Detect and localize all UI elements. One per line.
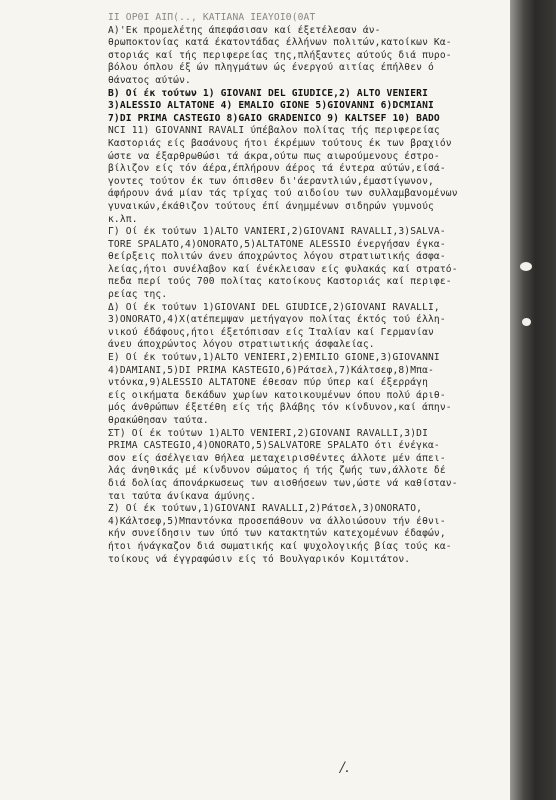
document-line: θάνατος αύτών.: [108, 74, 191, 86]
document-line: Ζ) Οί έκ τούτων,1)GIOVANI RAVALLI,2)Ράτσελ,3)ONORATO,: [108, 503, 423, 515]
document-line: άνευ άποχρώντος λόγου στρατιωτικής άσφαλείας.: [108, 339, 375, 351]
edge-speck: [522, 318, 531, 326]
document-line: γυναικών,έκάθιζον τούτους έπί άνημμένων σιδηρών γυμνούς: [108, 200, 434, 212]
document-line: άφήρουν άνά μίαν τάς τρίχας τού αιδοίου των συλλαμβανομένων: [108, 188, 458, 200]
document-line: κ.λπ.: [108, 213, 138, 225]
document-line: βίλιζον είς τόν άέρα,έπλήρουν άέρος τά έντερα αύτών,είσά-: [108, 163, 446, 175]
document-line: θρακώθησαν ταύτα.: [108, 415, 209, 426]
typewritten-document: [108, 12, 518, 566]
document-line: θείρξεις πολιτών άνευ άποχρώντος λόγου στρατιωτικής άσφα-: [108, 251, 446, 263]
document-line: ρείας της.: [108, 289, 168, 301]
document-line: γοντες τούτον έκ των όπισθεν δι'άεραντλιών,έμαστίγωνον,: [108, 175, 434, 187]
document-line: στοριάς καί τής περιφερείας της,πλήξαντες αύτούς διά πυρο-: [108, 49, 452, 61]
document-line: 4)DAMIANI,5)DI PRIMA KASTEGIO,6)Ράτσελ,7)Κάλτσεφ,8)Μπα-: [108, 364, 434, 376]
document-line: τοίκους νά έγγραφώσιν είς τό Βουλγαρικόν Κομιτάτον.: [108, 553, 411, 565]
document-line: ΙΙ ΟΡΘΙ ΑΙΠ(.., ΚΑΤΙΑΝΑ ΙΕΑΥΟΙΘ(0ΑΤ: [108, 12, 316, 23]
document-line: 7)DI PRIMA CASTEGIO 8)GAIO GRADENICO 9) KALTSEF 10) BADO: [108, 112, 440, 124]
document-line: Α)'Εκ προμελέτης άπεφάσισαν καί έξετέλεσαν άν-: [108, 24, 381, 36]
document-line: είς οικήματα δεκάδων χωρίων κατοικουμένων όπου πολύ άριθ-: [108, 389, 446, 401]
document-line: κήν συνείδησιν των ύπό των κατακτητών κατεχομένων έδαφών,: [108, 528, 446, 540]
document-line: Β) Οί έκ τούτων 1) GIOVANI DEL GIUDICE,2) ALTO VENIERI: [108, 87, 428, 99]
document-line: βόλου όπλου έξ ών πληγμάτων ώς ένεργού αιτίας έπήλθεν ό: [108, 62, 434, 74]
document-line: σον είς άσέλγειαν θήλεα μεταχειρισθέντες άλλοτε μέν άπει-: [108, 452, 446, 464]
document-line: νικού έδάφους,ήτοι έξετόπισαν είς Ίταλίαν καί Γερμανίαν: [108, 326, 434, 338]
edge-speck: [520, 262, 532, 271]
document-line: NCI 11) GIOVANNI RAVALI ύπέβαλον πολίτας τής περιφερείας: [108, 125, 440, 137]
signature-mark: /.: [340, 760, 350, 776]
document-line: ΣΤ) Οί έκ τούτων 1)ALTO VENIERI,2)GIOVANI RAVALLI,3)DI: [108, 427, 428, 439]
document-line: PRIMA CASTEGIO,4)ONORATO,5)SALVATORE SPALATO ότι ένέγκα-: [108, 440, 440, 452]
document-line: ήτοι ήνάγκαζον διά σωματικής καί ψυχολογικής βίας τούς κα-: [108, 540, 452, 552]
document-line: 4)Κάλτσεφ,5)Μπαντόνκα προσεπάθουν να άλλοιώσουν τήν έθνι-: [108, 515, 446, 527]
document-line: μός άνθρώπων έξετέθη είς τής βλάβης τόν κίνδυνον,καί άπην-: [108, 402, 452, 414]
document-line: TORE SPALATO,4)ONORATO,5)ALTATONE ALESSIO ένεργήσαν έγκα-: [108, 238, 446, 250]
document-line: Καστοριάς είς βασάνους ήτοι έκρέμων τούτους έκ των βραχιόν: [108, 137, 452, 149]
document-line: θρωποκτονίας κατά έκατοντάδας έλλήνων πολιτών,κατοίκων Κα-: [108, 37, 452, 49]
document-line: Γ) Οί έκ τούτων 1)ALTO VANIERI,2)GIOVANI RAVALLI,3)SALVA-: [108, 226, 446, 238]
document-line: Ε) Οί έκ τούτων,1)ALTO VENIERI,2)EMILIO GIONE,3)GIOVANNI: [108, 352, 440, 364]
document-line: ντόνκα,9)ALESSIO ALTATONE έθεσαν πύρ ύπερ καί έξερράγη: [108, 377, 428, 389]
document-line: ται ταύτα άνίκανα άμύνης.: [108, 490, 257, 502]
document-line: λάς άνηθικάς μέ κίνδυνον σώματος ή τής ζωής των,άλλοτε δέ: [108, 465, 446, 477]
document-line: λείας,ήτοι συνέλαβον καί ένέκλεισαν είς φυλακάς καί στρατό-: [108, 263, 458, 275]
document-line: Δ) Οί έκ τούτων 1)GIOVANI DEL GIUDICE,2)GIOVANI RAVALLI,: [108, 301, 440, 313]
document-line: ώστε να έξαρθρωθώσι τά άκρα,ούτω πως αιωρούμενους έστρο-: [108, 150, 440, 162]
document-line: πεδα περί τούς 700 πολίτας κατοίκους Καστοριάς καί περιφε-: [108, 276, 452, 288]
document-line: διά δολίας άπονάρκωσεως των αισθήσεων των,ώστε νά καθίσταν-: [108, 477, 458, 489]
document-line: 3)ALESSIO ALTATONE 4) EMALIO GIONE 5)GIOVANNI 6)DCMIANI: [108, 100, 434, 112]
document-line: 3)ONORATO,4)Χ(ατέπεμψαν μετήγαγον πολίτας έκτός τού έλλη-: [108, 314, 446, 326]
